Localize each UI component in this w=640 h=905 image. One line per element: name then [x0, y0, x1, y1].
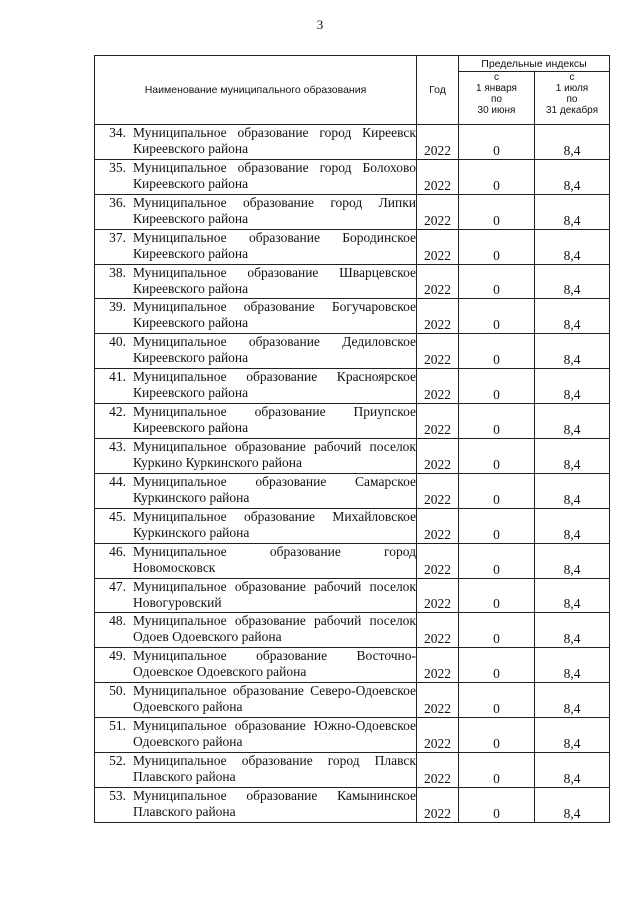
index-second-half-cell: 8,4: [535, 753, 610, 788]
year-cell: 2022: [417, 229, 459, 264]
row-number: 37.: [109, 229, 126, 245]
index-first-half-cell: 0: [459, 508, 535, 543]
table-row: [95, 159, 610, 194]
header-year: Год: [417, 56, 459, 125]
index-first-half-cell: 0: [459, 578, 535, 613]
year-cell: 2022: [417, 159, 459, 194]
municipality-name: Муниципальное образование Дедиловское Киреевского района: [133, 334, 416, 366]
year-cell: 2022: [417, 264, 459, 299]
index-second-half-cell: 8,4: [535, 159, 610, 194]
header-period1-line: 30 июня: [477, 105, 516, 116]
municipality-cell: [95, 369, 417, 404]
municipality-cell: [95, 718, 417, 753]
index-second-half-cell: 8,4: [535, 787, 610, 822]
index-second-half-cell: 8,4: [535, 613, 610, 648]
year-cell: 2022: [417, 753, 459, 788]
row-number: 34.: [109, 125, 126, 140]
municipality-name: Муниципальное образование город Новомосковск: [133, 543, 416, 575]
index-first-half-cell: 0: [459, 648, 535, 683]
row-number: 35.: [109, 159, 126, 175]
municipality-cell: [95, 194, 417, 229]
municipality-name: Муниципальное образование Приупское Киреевского района: [133, 404, 416, 436]
municipality-name: Муниципальное образование город Болохово Киреевского района: [133, 159, 416, 191]
table-row: [95, 648, 610, 683]
index-second-half-cell: 8,4: [535, 473, 610, 508]
header-period2-line: с: [569, 72, 575, 83]
municipality-cell: [95, 473, 417, 508]
year-cell: 2022: [417, 194, 459, 229]
table-row: [95, 753, 610, 788]
index-first-half-cell: 0: [459, 264, 535, 299]
row-number: 36.: [109, 194, 126, 210]
municipality-cell: [95, 578, 417, 613]
year-cell: 2022: [417, 543, 459, 578]
table-row: [95, 473, 610, 508]
row-number: 47.: [109, 578, 126, 594]
table-row: [95, 404, 610, 439]
row-number: 39.: [109, 299, 126, 315]
year-cell: 2022: [417, 439, 459, 474]
index-second-half-cell: 8,4: [535, 334, 610, 369]
index-first-half-cell: 0: [459, 229, 535, 264]
index-second-half-cell: 8,4: [535, 369, 610, 404]
header-period1-line: по: [491, 94, 502, 105]
index-second-half-cell: 8,4: [535, 125, 610, 160]
municipality-name: Муниципальное образование Богучаровское Киреевского района: [133, 299, 416, 331]
header-period1-line: 1 января: [476, 83, 517, 94]
index-second-half-cell: 8,4: [535, 648, 610, 683]
header-period1-line: с: [494, 72, 499, 83]
table-body: [95, 125, 610, 823]
row-number: 48.: [109, 613, 126, 629]
year-cell: 2022: [417, 578, 459, 613]
index-first-half-cell: 0: [459, 683, 535, 718]
year-cell: 2022: [417, 648, 459, 683]
municipality-name: Муниципальное образование город Плавск Плавского района: [133, 753, 416, 785]
header-period2-line: по: [566, 94, 578, 105]
header-period2-line: 31 декабря: [545, 105, 599, 116]
index-first-half-cell: 0: [459, 543, 535, 578]
index-second-half-cell: 8,4: [535, 439, 610, 474]
municipality-name: Муниципальное образование Самарское Куркинского района: [133, 473, 416, 505]
municipality-name: Муниципальное образование Южно-Одоевское Одоевского района: [133, 718, 416, 750]
municipality-cell: [95, 543, 417, 578]
index-first-half-cell: 0: [459, 334, 535, 369]
index-second-half-cell: 8,4: [535, 194, 610, 229]
municipality-name: Муниципальное образование рабочий поселок Одоев Одоевского района: [133, 613, 416, 645]
header-period-second-half: [535, 72, 610, 125]
municipality-cell: [95, 508, 417, 543]
table-row: [95, 683, 610, 718]
row-number: 51.: [109, 718, 126, 734]
index-second-half-cell: 8,4: [535, 229, 610, 264]
year-cell: 2022: [417, 787, 459, 822]
municipality-cell: [95, 613, 417, 648]
index-first-half-cell: 0: [459, 299, 535, 334]
year-cell: 2022: [417, 125, 459, 160]
index-first-half-cell: 0: [459, 369, 535, 404]
municipality-name: Муниципальное образование Михайловское Куркинского района: [133, 508, 416, 540]
municipality-name: Муниципальное образование Шварцевское Киреевского района: [133, 264, 416, 296]
table-row: [95, 194, 610, 229]
municipality-name: Муниципальное образование Бородинское Киреевского района: [133, 229, 416, 261]
index-first-half-cell: 0: [459, 404, 535, 439]
municipality-cell: [95, 299, 417, 334]
index-second-half-cell: 8,4: [535, 543, 610, 578]
table-row: [95, 264, 610, 299]
municipality-cell: [95, 264, 417, 299]
municipality-name: Муниципальное образование Северо-Одоевское Одоевского района: [133, 683, 416, 715]
municipality-cell: [95, 229, 417, 264]
municipality-cell: [95, 787, 417, 822]
year-cell: 2022: [417, 508, 459, 543]
municipality-name: Муниципальное образование город Липки Киреевского района: [133, 194, 416, 226]
year-cell: 2022: [417, 334, 459, 369]
page-number: 3: [316, 17, 324, 32]
index-second-half-cell: 8,4: [535, 264, 610, 299]
index-first-half-cell: 0: [459, 718, 535, 753]
header-name: Наименование муниципального образования: [95, 56, 417, 125]
municipality-cell: [95, 334, 417, 369]
row-number: 53.: [109, 787, 126, 803]
year-cell: 2022: [417, 613, 459, 648]
table-row: [95, 578, 610, 613]
table-row: [95, 718, 610, 753]
header-limits: Предельные индексы: [459, 56, 610, 72]
row-number: 43.: [109, 439, 126, 455]
municipality-cell: [95, 648, 417, 683]
index-first-half-cell: 0: [459, 473, 535, 508]
year-cell: 2022: [417, 473, 459, 508]
municipality-name: Муниципальное образование город Киреевск Киреевского района: [133, 125, 416, 156]
index-second-half-cell: 8,4: [535, 404, 610, 439]
table-row: [95, 508, 610, 543]
index-first-half-cell: 0: [459, 753, 535, 788]
index-second-half-cell: 8,4: [535, 683, 610, 718]
index-second-half-cell: 8,4: [535, 718, 610, 753]
table-row: [95, 229, 610, 264]
index-first-half-cell: 0: [459, 613, 535, 648]
year-cell: 2022: [417, 683, 459, 718]
municipality-name: Муниципальное образование Красноярское Киреевского района: [133, 369, 416, 401]
header-period-first-half: [459, 72, 535, 125]
municipality-name: Муниципальное образование рабочий поселок Куркино Куркинского района: [133, 439, 416, 471]
row-number: 46.: [109, 543, 126, 559]
index-first-half-cell: 0: [459, 439, 535, 474]
row-number: 52.: [109, 753, 126, 769]
index-first-half-cell: 0: [459, 787, 535, 822]
header-period2-line: 1 июля: [555, 83, 589, 94]
municipality-cell: [95, 159, 417, 194]
year-cell: 2022: [417, 299, 459, 334]
row-number: 44.: [109, 473, 126, 489]
table-row: [95, 334, 610, 369]
row-number: 38.: [109, 264, 126, 280]
year-cell: 2022: [417, 369, 459, 404]
index-second-half-cell: 8,4: [535, 578, 610, 613]
table-row: [95, 125, 610, 160]
municipality-cell: [95, 753, 417, 788]
row-number: 45.: [109, 508, 126, 524]
row-number: 42.: [109, 404, 126, 420]
table-row: [95, 613, 610, 648]
municipality-name: Муниципальное образование Восточно-Одоевское Одоевского района: [133, 648, 416, 680]
municipality-cell: [95, 404, 417, 439]
municipality-cell: [95, 683, 417, 718]
indices-table: [94, 55, 610, 823]
municipality-name: Муниципальное образование Камынинское Плавского района: [133, 787, 416, 819]
table-row: [95, 543, 610, 578]
table-row: [95, 369, 610, 404]
index-second-half-cell: 8,4: [535, 299, 610, 334]
municipality-cell: [95, 439, 417, 474]
row-number: 41.: [109, 369, 126, 385]
table-row: [95, 439, 610, 474]
municipality-name: Муниципальное образование рабочий поселок Новогуровский: [133, 578, 416, 610]
table-row: [95, 299, 610, 334]
municipality-cell: [95, 125, 417, 160]
row-number: 50.: [109, 683, 126, 699]
year-cell: 2022: [417, 718, 459, 753]
table-row: [95, 787, 610, 822]
index-first-half-cell: 0: [459, 125, 535, 160]
row-number: 40.: [109, 334, 126, 350]
index-first-half-cell: 0: [459, 159, 535, 194]
index-second-half-cell: 8,4: [535, 508, 610, 543]
row-number: 49.: [109, 648, 126, 664]
year-cell: 2022: [417, 404, 459, 439]
index-first-half-cell: 0: [459, 194, 535, 229]
